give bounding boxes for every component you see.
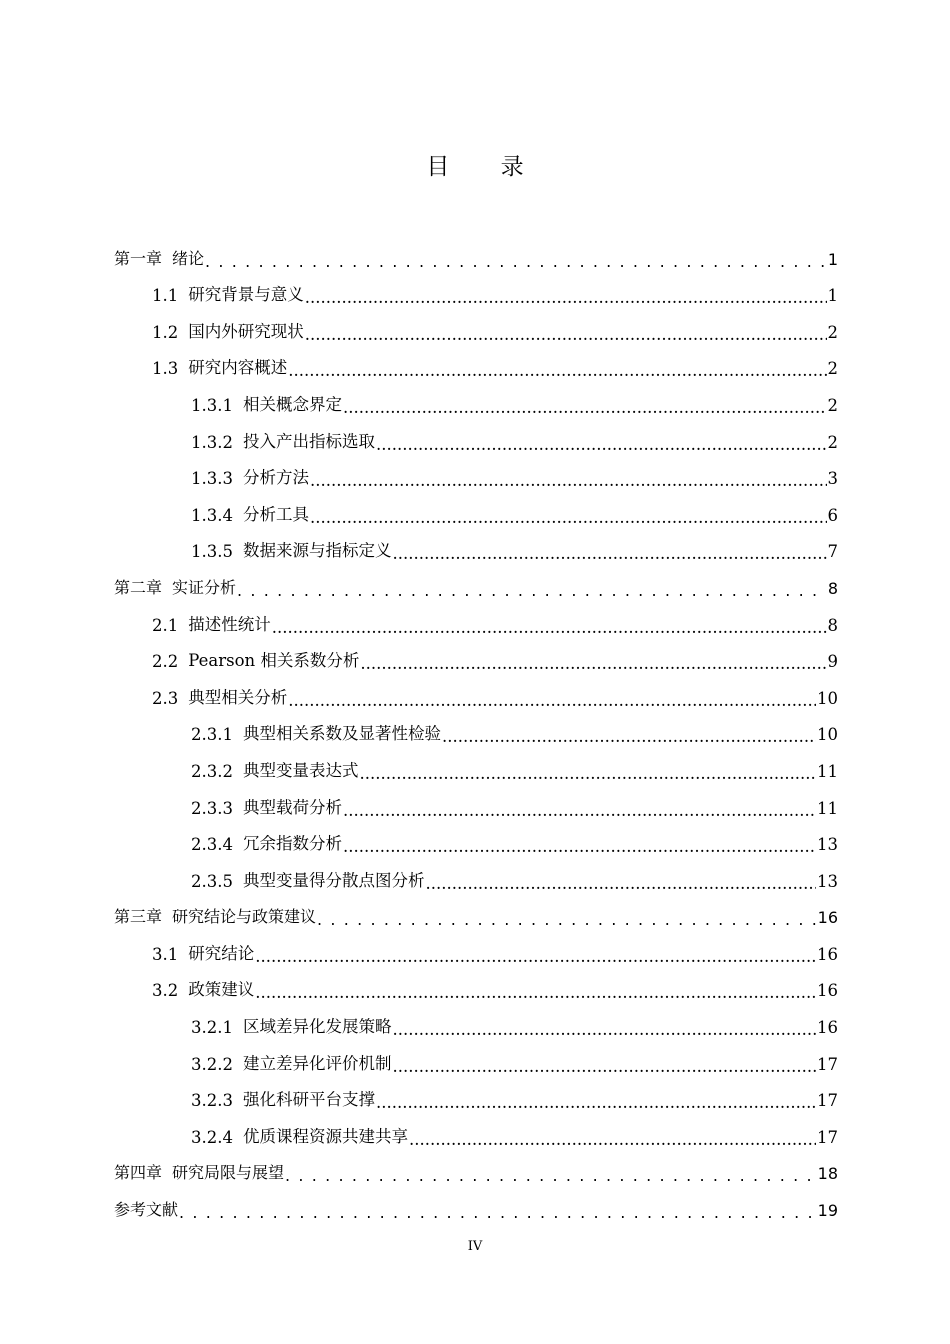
toc-dot-leader: [272, 618, 827, 635]
toc-entry-number: 第一章: [114, 248, 163, 268]
toc-entry[interactable]: [114, 495, 838, 532]
toc-entry[interactable]: [114, 715, 838, 752]
toc-entry-title: 优质课程资源共建共享: [242, 1126, 408, 1146]
toc-entry[interactable]: [114, 898, 838, 935]
toc-entry-number: 1.3.4: [191, 505, 233, 525]
toc-entry[interactable]: [114, 312, 838, 349]
toc-dot-leader: [317, 911, 817, 927]
toc-entry[interactable]: [114, 1154, 838, 1191]
toc-entry[interactable]: [114, 239, 838, 276]
toc-entry-title: 参考文献: [114, 1200, 179, 1220]
toc-entry-title: 投入产出指标选取: [242, 431, 375, 451]
toc-dot-leader: [392, 545, 826, 562]
toc-entry[interactable]: [114, 971, 838, 1008]
toc-entry-title: 实证分析: [172, 577, 237, 597]
toc-entry-title: 相关概念界定: [242, 394, 342, 414]
toc-entry-number: 3.2: [152, 981, 179, 1001]
toc-entry-title: 政策建议: [188, 980, 255, 1000]
toc-entry-page: 17: [817, 1054, 838, 1074]
toc-entry-title: 冗余指数分析: [242, 834, 342, 854]
toc-entry-number: 2.3: [152, 688, 179, 708]
toc-entry-page: 13: [817, 871, 838, 891]
toc-entry-page: 9: [827, 652, 838, 672]
toc-entry-page: 11: [817, 761, 838, 781]
page-number-footer: IV: [467, 1239, 483, 1254]
toc-entry-page: 18: [817, 1164, 838, 1184]
toc-entry-title: 典型相关系数及显著性检验: [242, 724, 441, 744]
toc-entry[interactable]: [114, 678, 838, 715]
toc-entry-title: 绪论: [172, 248, 205, 268]
toc-entry[interactable]: [114, 825, 838, 862]
toc-entry-number: 2.1: [152, 615, 179, 635]
toc-entry[interactable]: [114, 1117, 838, 1154]
toc-entry-page: 11: [817, 798, 838, 818]
toc-entry[interactable]: [114, 532, 838, 569]
toc-dot-leader: [343, 838, 816, 855]
toc-entry-page: 2: [827, 432, 838, 452]
toc-entry-page: 2: [827, 395, 838, 415]
toc-entry[interactable]: [114, 1190, 838, 1227]
toc-entry-number: 1.1: [152, 286, 179, 306]
toc-entry-title: 研究局限与展望: [172, 1163, 285, 1183]
toc-entry-title: 国内外研究现状: [188, 321, 304, 341]
toc-dot-leader: [205, 253, 827, 269]
toc-dot-leader: [392, 1057, 816, 1074]
toc-entry-title: 区域差异化发展策略: [242, 1017, 392, 1037]
toc-dot-leader: [305, 289, 827, 306]
toc-dot-leader: [409, 1130, 816, 1147]
toc-dot-leader: [360, 655, 826, 672]
toc-dot-leader: [285, 1167, 817, 1183]
toc-entry[interactable]: [114, 788, 838, 825]
toc-entry-number: 1.2: [152, 322, 179, 342]
toc-entry-number: 1.3.1: [191, 395, 233, 415]
toc-entry-number: 2.3.3: [191, 798, 233, 818]
toc-dot-leader: [376, 435, 827, 452]
toc-dot-leader: [343, 398, 827, 415]
toc-entry-title: 研究背景与意义: [188, 285, 304, 305]
toc-dot-leader: [310, 508, 827, 525]
toc-entry-title: 典型载荷分析: [242, 797, 342, 817]
toc-entry-title: 数据来源与指标定义: [242, 541, 392, 561]
toc-entry-number: 第二章: [114, 577, 163, 597]
toc-entry[interactable]: [114, 751, 838, 788]
toc-entry-page: 1: [827, 286, 838, 306]
toc-dot-leader: [179, 1204, 817, 1220]
toc-entry-page: 13: [817, 835, 838, 855]
toc-entry-title: Pearson 相关系数分析: [188, 651, 360, 671]
toc-entry-title: 研究结论: [188, 943, 255, 963]
toc-dot-leader: [255, 947, 816, 964]
toc-dot-leader: [237, 582, 827, 598]
toc-entry-title: 强化科研平台支撑: [242, 1090, 375, 1110]
toc-dot-leader: [343, 801, 816, 818]
toc-entry-number: 2.3.1: [191, 725, 233, 745]
toc-entry-page: 10: [817, 725, 838, 745]
toc-entry-number: 3.1: [152, 944, 179, 964]
toc-entry-page: 19: [817, 1201, 838, 1221]
toc-dot-leader: [376, 1094, 816, 1111]
toc-entry-page: 8: [827, 578, 838, 598]
toc-entry-title: 研究结论与政策建议: [172, 907, 317, 927]
toc-entry[interactable]: [114, 276, 838, 313]
toc-entry-title: 研究内容概述: [188, 358, 288, 378]
toc-entry-number: 3.2.4: [191, 1127, 233, 1147]
toc-entry-page: 17: [817, 1091, 838, 1111]
toc-entry-title: 典型变量表达式: [242, 760, 359, 780]
toc-entry-page: 3: [827, 469, 838, 489]
toc-entry-page: 16: [817, 1018, 838, 1038]
toc-dot-leader: [288, 362, 826, 379]
toc-entry[interactable]: [114, 422, 838, 459]
toc-entry-number: 2.3.2: [191, 761, 233, 781]
toc-entry[interactable]: [114, 459, 838, 496]
toc-entry-page: 1: [827, 249, 838, 269]
toc-title: 目 录: [426, 154, 546, 180]
toc-entry-number: 1.3.3: [191, 469, 233, 489]
toc-dot-leader: [425, 874, 816, 891]
toc-entry-number: 3.2.2: [191, 1054, 233, 1074]
toc-entry-number: 第四章: [114, 1163, 163, 1183]
toc-entry-page: 10: [817, 688, 838, 708]
toc-entry-number: 3.2.3: [191, 1091, 233, 1111]
toc-entry-title: 典型相关分析: [188, 687, 288, 707]
toc-entry[interactable]: [114, 385, 838, 422]
toc-entry[interactable]: [114, 1007, 838, 1044]
toc-entry-number: 2.2: [152, 652, 179, 672]
toc-entry[interactable]: [114, 642, 838, 679]
toc-entry-title: 典型变量得分散点图分析: [242, 870, 425, 890]
toc-entry-page: 16: [817, 944, 838, 964]
toc-entry-number: 1.3.2: [191, 432, 233, 452]
toc-entry-page: 7: [827, 542, 838, 562]
toc-entry-page: 2: [827, 359, 838, 379]
toc-entry-number: 3.2.1: [191, 1018, 233, 1038]
toc-dot-leader: [442, 728, 816, 745]
toc-entry-page: 16: [817, 908, 838, 928]
toc-entry-title: 分析工具: [242, 504, 309, 524]
toc-entry[interactable]: [114, 605, 838, 642]
toc-entry-page: 6: [827, 505, 838, 525]
toc-entry-title: 分析方法: [242, 468, 309, 488]
toc-entry-page: 16: [817, 981, 838, 1001]
toc-entry[interactable]: [114, 1044, 838, 1081]
table-of-contents: [114, 239, 838, 1227]
toc-dot-leader: [310, 472, 827, 489]
toc-entry[interactable]: [114, 861, 838, 898]
toc-entry-number: 1.3.5: [191, 542, 233, 562]
toc-entry-title: 建立差异化评价机制: [242, 1053, 392, 1073]
toc-entry-number: 2.3.4: [191, 835, 233, 855]
toc-entry-number: 第三章: [114, 907, 163, 927]
toc-entry[interactable]: [114, 568, 838, 605]
toc-dot-leader: [359, 764, 816, 781]
toc-entry-page: 8: [827, 615, 838, 635]
toc-entry[interactable]: [114, 1081, 838, 1118]
toc-dot-leader: [305, 325, 827, 342]
toc-dot-leader: [255, 984, 816, 1001]
toc-entry-title: 描述性统计: [188, 614, 271, 634]
toc-dot-leader: [392, 1021, 816, 1038]
toc-entry-page: 17: [817, 1127, 838, 1147]
toc-entry[interactable]: [114, 934, 838, 971]
toc-entry-page: 2: [827, 322, 838, 342]
toc-entry[interactable]: [114, 349, 838, 386]
toc-dot-leader: [288, 691, 816, 708]
toc-entry-number: 2.3.5: [191, 871, 233, 891]
toc-entry-number: 1.3: [152, 359, 179, 379]
